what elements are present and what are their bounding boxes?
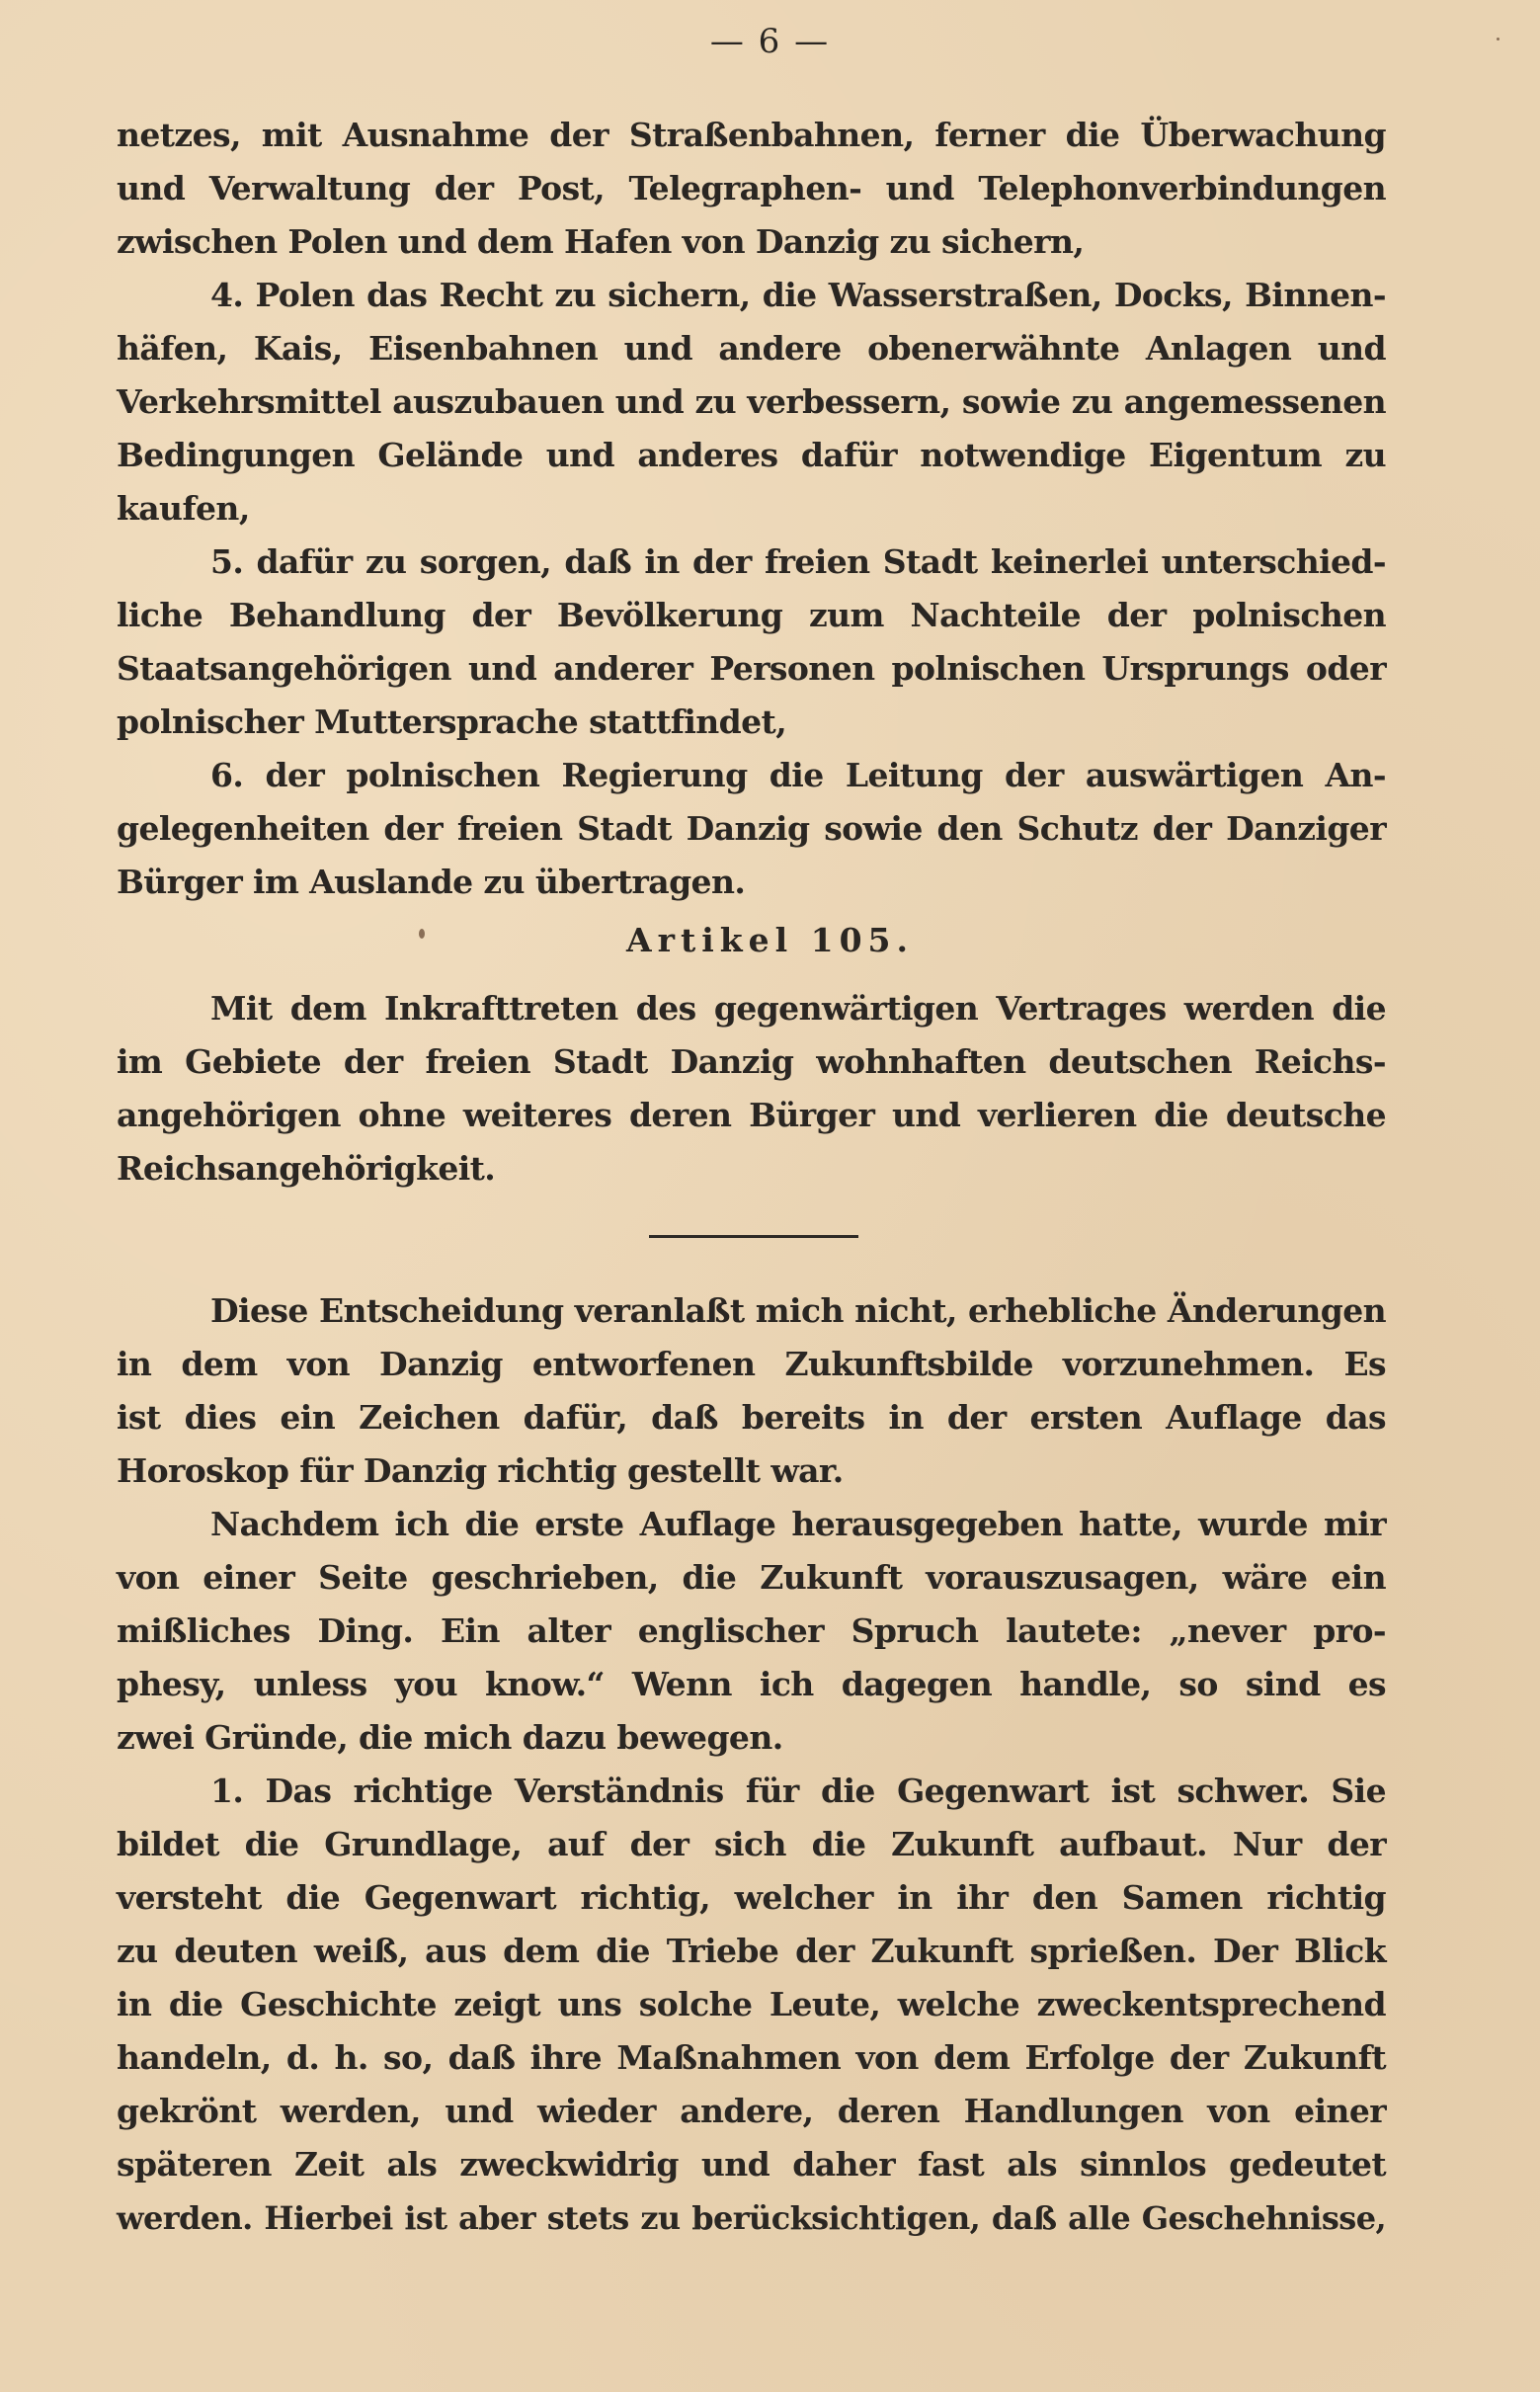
text-line: Bürger im Auslande zu übertragen. xyxy=(117,863,746,901)
text-line: polnischer Muttersprache stattfindet, xyxy=(117,702,787,741)
text-line: Nachdem ich die erste Auflage herausgegeben hatte, wurde mir xyxy=(210,1505,1386,1543)
text-line: und Verwaltung der Post, Telegraphen- und Telephonverbindungen xyxy=(117,169,1386,207)
commentary-block xyxy=(117,1284,1386,2245)
text-line: häfen, Kais, Eisenbahnen und andere obenerwähnte Anlagen und xyxy=(117,329,1386,368)
text-line: Staatsangehörigen und anderer Personen polnischen Ursprungs oder xyxy=(117,649,1386,688)
text-line: zwei Gründe, die mich dazu bewegen. xyxy=(117,1718,783,1757)
text-line: 6. der polnischen Regierung die Leitung der auswärtigen An- xyxy=(210,756,1386,794)
text-line: 4. Polen das Recht zu sichern, die Wasserstraßen, Docks, Binnen- xyxy=(210,276,1386,314)
text-line: von einer Seite geschrieben, die Zukunft vorauszusagen, wäre ein xyxy=(117,1558,1386,1597)
text-line: netzes, mit Ausnahme der Straßenbahnen, ferner die Überwachung xyxy=(117,116,1386,154)
text-line: 5. dafür zu sorgen, daß in der freien Stadt keinerlei unterschied- xyxy=(210,542,1386,581)
text-line: Diese Entscheidung veranlaßt mich nicht, erhebliche Änderungen xyxy=(210,1291,1386,1330)
text-line: mißliches Ding. Ein alter englischer Spruch lautete: „never pro- xyxy=(117,1611,1386,1650)
article-heading: Artikel 105. xyxy=(625,921,915,959)
text-line: in die Geschichte zeigt uns solche Leute, welche zweckentsprechend xyxy=(117,1985,1386,2023)
text-line: in dem von Danzig entworfenen Zukunftsbilde vorzunehmen. Es xyxy=(117,1345,1386,1383)
text-line: Verkehrsmittel auszubauen und zu verbessern, sowie zu angemessenen xyxy=(117,382,1386,421)
text-line: liche Behandlung der Bevölkerung zum Nachteile der polnischen xyxy=(117,596,1386,634)
text-line: gelegenheiten der freien Stadt Danzig sowie den Schutz der Danziger xyxy=(117,809,1386,848)
text-line: versteht die Gegenwart richtig, welcher in ihr den Samen richtig xyxy=(117,1878,1386,1917)
treaty-text-block xyxy=(117,109,1386,909)
text-line: handeln, d. h. so, daß ihre Maßnahmen von dem Erfolge der Zukunft xyxy=(117,2038,1386,2077)
text-line: Mit dem Inkrafttreten des gegenwärtigen Vertrages werden die xyxy=(210,989,1386,1028)
text-line: Reichsangehörigkeit. xyxy=(117,1149,496,1188)
text-line: kaufen, xyxy=(117,489,250,528)
text-line: gekrönt werden, und wieder andere, deren Handlungen von einer xyxy=(117,2092,1386,2130)
text-line: zwischen Polen und dem Hafen von Danzig zu sichern, xyxy=(117,222,1085,261)
text-line: bildet die Grundlage, auf der sich die Zukunft aufbaut. Nur der xyxy=(117,1825,1386,1863)
text-line: späteren Zeit als zweckwidrig und daher fast als sinnlos gedeutet xyxy=(117,2145,1386,2184)
text-line: ist dies ein Zeichen dafür, daß bereits in der ersten Auflage das xyxy=(117,1398,1386,1437)
text-line: Bedingungen Gelände und anderes dafür notwendige Eigentum zu xyxy=(117,436,1386,474)
text-line: phesy, unless you know.“ Wenn ich dagegen handle, so sind es xyxy=(117,1665,1386,1703)
paper-speck xyxy=(1497,38,1499,41)
article-text-block xyxy=(117,982,1386,1196)
text-line: Horoskop für Danzig richtig gestellt war. xyxy=(117,1451,844,1490)
text-line: 1. Das richtige Verständnis für die Gegenwart ist schwer. Sie xyxy=(210,1772,1386,1810)
text-line: werden. Hierbei ist aber stets zu berücksichtigen, daß alle Geschehnisse, xyxy=(117,2199,1386,2237)
text-line: im Gebiete der freien Stadt Danzig wohnhaften deutschen Reichs- xyxy=(117,1042,1386,1081)
paper-speck xyxy=(419,929,425,939)
text-line: zu deuten weiß, aus dem die Triebe der Zukunft sprießen. Der Blick xyxy=(117,1932,1386,1970)
section-divider xyxy=(649,1235,858,1238)
page-number: — 6 — xyxy=(709,22,831,61)
text-line: angehörigen ohne weiteres deren Bürger und verlieren die deutsche xyxy=(117,1096,1386,1134)
